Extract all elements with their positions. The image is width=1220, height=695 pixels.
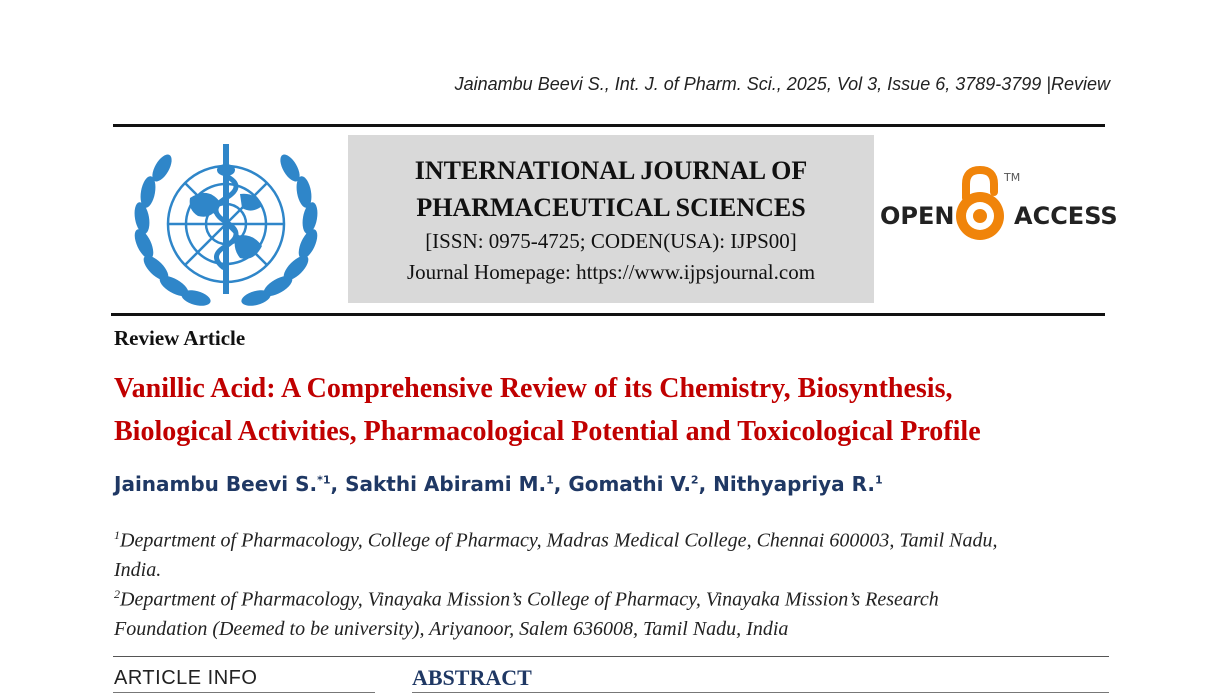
affiliation-number: 1 (114, 528, 120, 542)
author-list: Jainambu Beevi S.$^{*1}$, Sakthi Abirami M.$^1$, Gomathi V.$^2$, Nithyapriya R.$^1$ (114, 472, 883, 496)
journal-issn: [ISSN: 0975-4725; CODEN(USA): IJPS00] (425, 229, 797, 253)
author-name: Jainambu Beevi S. (114, 472, 318, 496)
author-affil-sup: 1 (874, 473, 883, 487)
affiliation-text: Department of Pharmacology, College of Pharmacy, Madras Medical College, Chennai 600003, Tamil Nadu, (120, 529, 998, 552)
section-divider (113, 656, 1109, 657)
header-rule-bottom (111, 313, 1105, 316)
journal-name-line2: PHARMACEUTICAL SCIENCES (416, 193, 806, 222)
journal-name-line1: INTERNATIONAL JOURNAL OF (414, 156, 808, 185)
affiliation-2 (114, 580, 1104, 644)
affiliation-text: Department of Pharmacology, Vinayaka Mission’s College of Pharmacy, Vinayaka Mission’s Research (120, 588, 939, 611)
oa-tm-text: TM (1004, 171, 1021, 184)
affiliation-text-cont: India. (114, 558, 162, 581)
article-type: Review Article (114, 326, 246, 350)
author-name: Gomathi V. (568, 472, 691, 496)
abstract-heading: ABSTRACT (412, 665, 532, 690)
journal-header-box (348, 135, 874, 303)
article-info-heading: ARTICLE INFO (114, 667, 258, 689)
oa-access-text: ACCESS (1014, 202, 1118, 230)
header-rule-top (113, 124, 1105, 127)
citation-header: Jainambu Beevi S., Int. J. of Pharm. Sci., 2025, Vol 3, Issue 6, 3789-3799 |Review (454, 74, 1110, 94)
affiliation-text-cont: Foundation (Deemed to be university), Ariyanoor, Salem 636008, Tamil Nadu, India (114, 617, 789, 640)
affiliation-number: 2 (114, 587, 120, 601)
author-affil-sup: 1 (546, 473, 554, 487)
author-affil-sup: *1 (317, 473, 331, 487)
article-info-underline (113, 692, 375, 693)
article-title (114, 367, 1124, 453)
oa-open-text: OPEN (880, 202, 955, 230)
author-name: Sakthi Abirami M. (345, 472, 547, 496)
abstract-underline (412, 692, 1109, 693)
article-title-line2: Biological Activities, Pharmacological Potential and Toxicological Profile (114, 416, 981, 447)
journal-name (348, 152, 874, 226)
article-title-line1: Vanillic Acid: A Comprehensive Review of its Chemistry, Biosynthesis, (114, 373, 953, 404)
open-access-lock-icon (880, 166, 1118, 250)
journal-homepage[interactable]: Journal Homepage: https://www.ijpsjournal.com (406, 260, 816, 284)
author-affil-sup: 2 (690, 473, 699, 487)
author-name: Nithyapriya R. (713, 472, 875, 496)
affiliation-1 (114, 521, 1104, 585)
un-health-emblem-icon (128, 136, 324, 306)
